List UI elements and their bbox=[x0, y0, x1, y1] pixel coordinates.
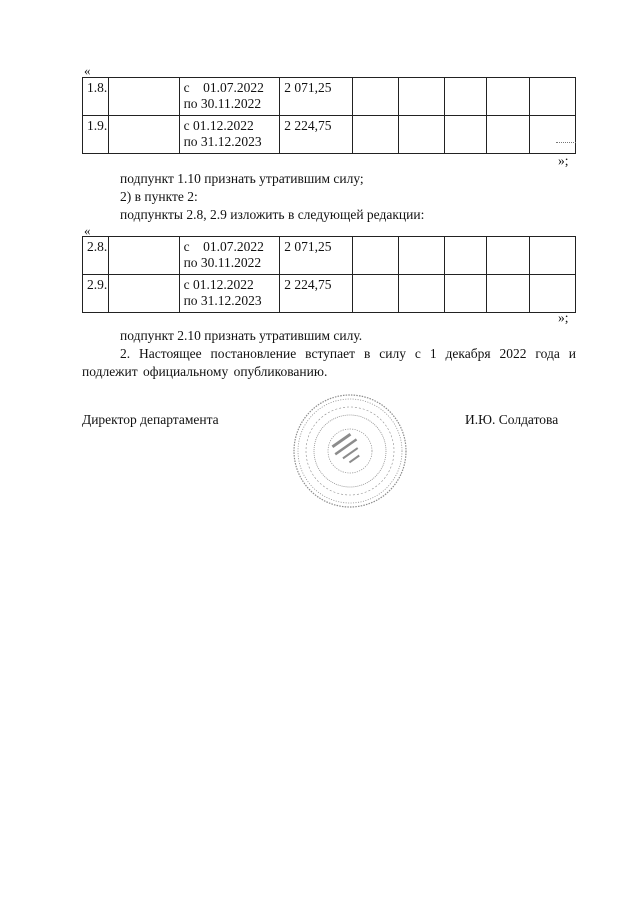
empty-cell bbox=[352, 116, 398, 154]
table-row bbox=[83, 116, 576, 154]
value-cell: 2 224,75 bbox=[280, 275, 352, 313]
period-cell bbox=[179, 275, 280, 313]
row-number: 2.8. bbox=[83, 237, 109, 275]
period-start: с 01.12.2022 bbox=[183, 277, 254, 292]
period-cell bbox=[179, 78, 280, 116]
tariff-table-2 bbox=[82, 236, 576, 313]
period-start: с 01.12.2022 bbox=[183, 118, 254, 133]
period-end: по 31.12.2023 bbox=[183, 293, 262, 308]
table-row bbox=[83, 78, 576, 116]
empty-cell bbox=[529, 275, 575, 313]
value-cell: 2 224,75 bbox=[280, 116, 352, 154]
table-row bbox=[83, 237, 576, 275]
empty-cell bbox=[352, 78, 398, 116]
empty-cell bbox=[445, 78, 487, 116]
table2-open-quote: « bbox=[84, 223, 91, 238]
empty-cell bbox=[487, 275, 529, 313]
empty-cell bbox=[445, 237, 487, 275]
period-start: с 01.07.2022 bbox=[183, 239, 264, 254]
empty-cell bbox=[487, 237, 529, 275]
value-cell: 2 071,25 bbox=[280, 237, 352, 275]
dotted-mark bbox=[556, 142, 576, 143]
empty-cell bbox=[445, 275, 487, 313]
empty-cell bbox=[398, 78, 444, 116]
empty-cell bbox=[109, 116, 179, 154]
table2-close-quote: »; bbox=[558, 310, 569, 325]
paragraph-item-2: 2) в пункте 2: bbox=[120, 189, 198, 204]
empty-cell bbox=[398, 275, 444, 313]
paragraph-effective-date: 2. Настоящее постановление вступает в силу с 1 декабря 2022 года и подлежит официальному опубликованию. bbox=[82, 346, 576, 379]
value-cell: 2 071,25 bbox=[280, 78, 352, 116]
period-start: с 01.07.2022 bbox=[183, 80, 264, 95]
table-row bbox=[83, 275, 576, 313]
signature-name: И.Ю. Солдатова bbox=[465, 412, 559, 427]
empty-cell bbox=[109, 78, 179, 116]
empty-cell bbox=[352, 275, 398, 313]
empty-cell bbox=[398, 116, 444, 154]
empty-cell bbox=[109, 275, 179, 313]
table1-close-quote: »; bbox=[558, 153, 569, 168]
empty-cell bbox=[352, 237, 398, 275]
period-end: по 30.11.2022 bbox=[183, 96, 262, 111]
period-end: по 30.11.2022 bbox=[183, 255, 262, 270]
empty-cell bbox=[529, 237, 575, 275]
official-seal-icon bbox=[291, 392, 409, 510]
empty-cell bbox=[398, 237, 444, 275]
period-cell bbox=[179, 237, 280, 275]
table1-open-quote: « bbox=[84, 63, 91, 78]
empty-cell bbox=[529, 116, 575, 154]
tariff-table-1 bbox=[82, 77, 576, 154]
paragraph-subitems-2-8-2-9: подпункты 2.8, 2.9 изложить в следующей редакции: bbox=[120, 207, 425, 222]
period-cell bbox=[179, 116, 280, 154]
empty-cell bbox=[109, 237, 179, 275]
paragraph-subitem-2-10: подпункт 2.10 признать утратившим силу. bbox=[120, 328, 363, 343]
signature-position: Директор департамента bbox=[82, 412, 219, 427]
row-number: 2.9. bbox=[83, 275, 109, 313]
empty-cell bbox=[487, 78, 529, 116]
empty-cell bbox=[529, 78, 575, 116]
period-end: по 31.12.2023 bbox=[183, 134, 262, 149]
empty-cell bbox=[445, 116, 487, 154]
paragraph-subitem-1-10: подпункт 1.10 признать утратившим силу; bbox=[120, 171, 364, 186]
row-number: 1.8. bbox=[83, 78, 109, 116]
row-number: 1.9. bbox=[83, 116, 109, 154]
empty-cell bbox=[487, 116, 529, 154]
